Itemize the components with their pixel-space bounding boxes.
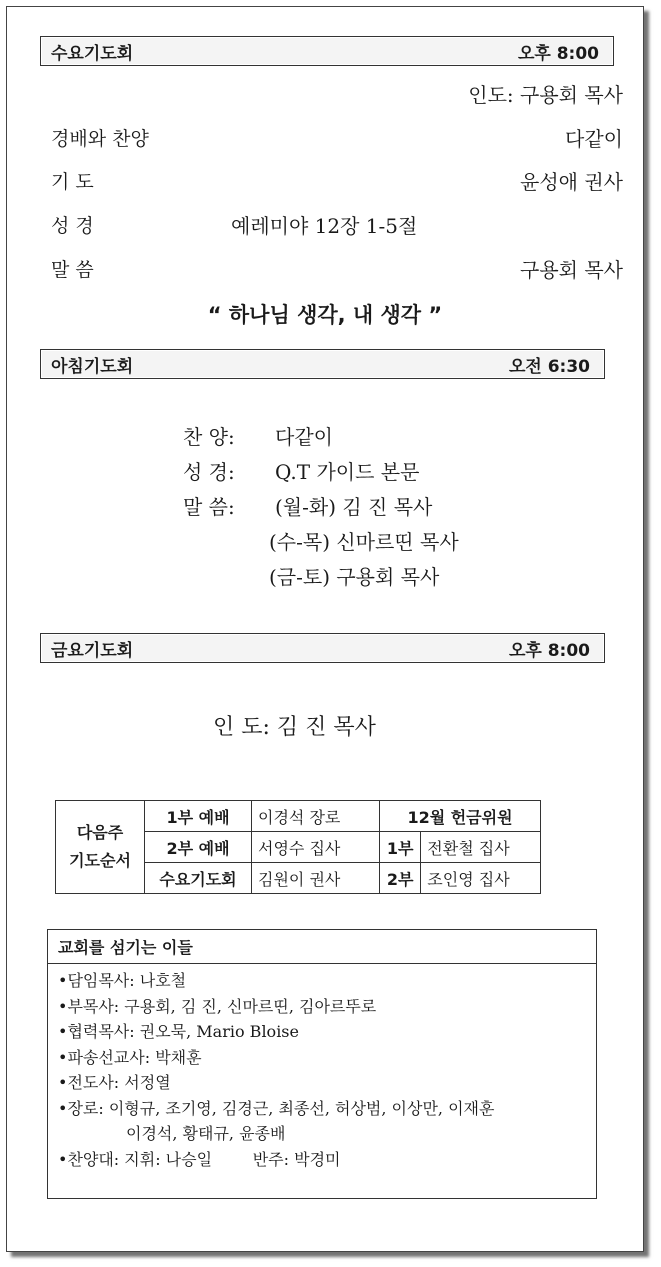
list-item: •협력목사: 권오묵, Mario Bloise (58, 1022, 299, 1041)
schedule-label-line1: 다음주 (76, 823, 124, 842)
morning-header (40, 349, 605, 379)
schedule-label (56, 801, 145, 894)
morning-title: 아침기도회 (51, 356, 134, 377)
list-item: 이경석, 황태규, 윤종배 (126, 1124, 286, 1143)
service-person: 이경석 장로 (252, 801, 380, 832)
sermon-title: “ 하나님 생각, 내 생각 ” (207, 303, 443, 327)
morning-value: Q.T 가이드 본문 (275, 460, 420, 484)
row-label: 말 씀 (51, 259, 94, 281)
list-item: •부목사: 구용회, 김 진, 신마르띤, 김아르뚜로 (58, 996, 377, 1016)
offering-part: 2부 (380, 863, 421, 894)
morning-time: 오전 6:30 (508, 356, 590, 377)
friday-header (40, 633, 605, 663)
service-person: 김원이 권사 (252, 863, 380, 894)
morning-value: 다같이 (275, 425, 333, 449)
wednesday-header (40, 36, 614, 66)
morning-value: (월-화) 김 진 목사 (275, 495, 433, 519)
offering-title: 12월 헌금위원 (380, 801, 541, 832)
list-item: •담임목사: 나호철 (58, 971, 187, 990)
list-item: •찬양대: 지휘: 나승일 반주: 박경미 (58, 1149, 341, 1169)
wednesday-time: 오후 8:00 (517, 43, 599, 64)
offering-person: 조인영 집사 (421, 863, 541, 894)
row-right: 다같이 (565, 127, 623, 151)
staff-box (47, 929, 597, 1199)
schedule-table (55, 800, 541, 894)
service-name: 1부 예배 (145, 801, 252, 832)
schedule-label-line2: 기도순서 (69, 851, 131, 870)
friday-time: 오후 8:00 (508, 640, 590, 661)
list-item: •장로: 이형규, 조기영, 김경근, 최종선, 허상범, 이상만, 이재훈 (58, 1098, 495, 1118)
list-item: •전도사: 서정열 (58, 1073, 171, 1092)
list-item: •파송선교사: 박채훈 (58, 1047, 202, 1067)
morning-label: 찬 양: (183, 425, 235, 449)
offering-part: 1부 (380, 832, 421, 863)
morning-value: (금-토) 구용회 목사 (269, 565, 440, 589)
service-name: 수요기도회 (145, 863, 252, 894)
row-right: 윤성애 권사 (520, 170, 623, 194)
staff-title: 교회를 섬기는 이들 (48, 930, 596, 964)
staff-list (48, 964, 596, 1172)
offering-person: 전환철 집사 (421, 832, 541, 863)
service-person: 서영수 집사 (252, 832, 380, 863)
morning-label: 성 경: (183, 460, 235, 484)
row-label: 경배와 찬양 (51, 128, 149, 150)
friday-leader: 인 도: 김 진 목사 (213, 715, 376, 740)
morning-value: (수-목) 신마르띤 목사 (269, 530, 459, 554)
bulletin-page (6, 6, 644, 1252)
table-row (56, 801, 541, 832)
row-label: 기 도 (51, 171, 94, 193)
service-name: 2부 예배 (145, 832, 252, 863)
row-right: 구용회 목사 (520, 258, 623, 282)
friday-title: 금요기도회 (51, 640, 134, 661)
morning-label: 말 씀: (183, 495, 235, 519)
wednesday-leader: 인도: 구용회 목사 (468, 83, 623, 107)
row-label: 성 경 (51, 215, 94, 237)
wednesday-title: 수요기도회 (51, 43, 134, 64)
scripture-reference: 예레미야 12장 1-5절 (231, 214, 418, 238)
